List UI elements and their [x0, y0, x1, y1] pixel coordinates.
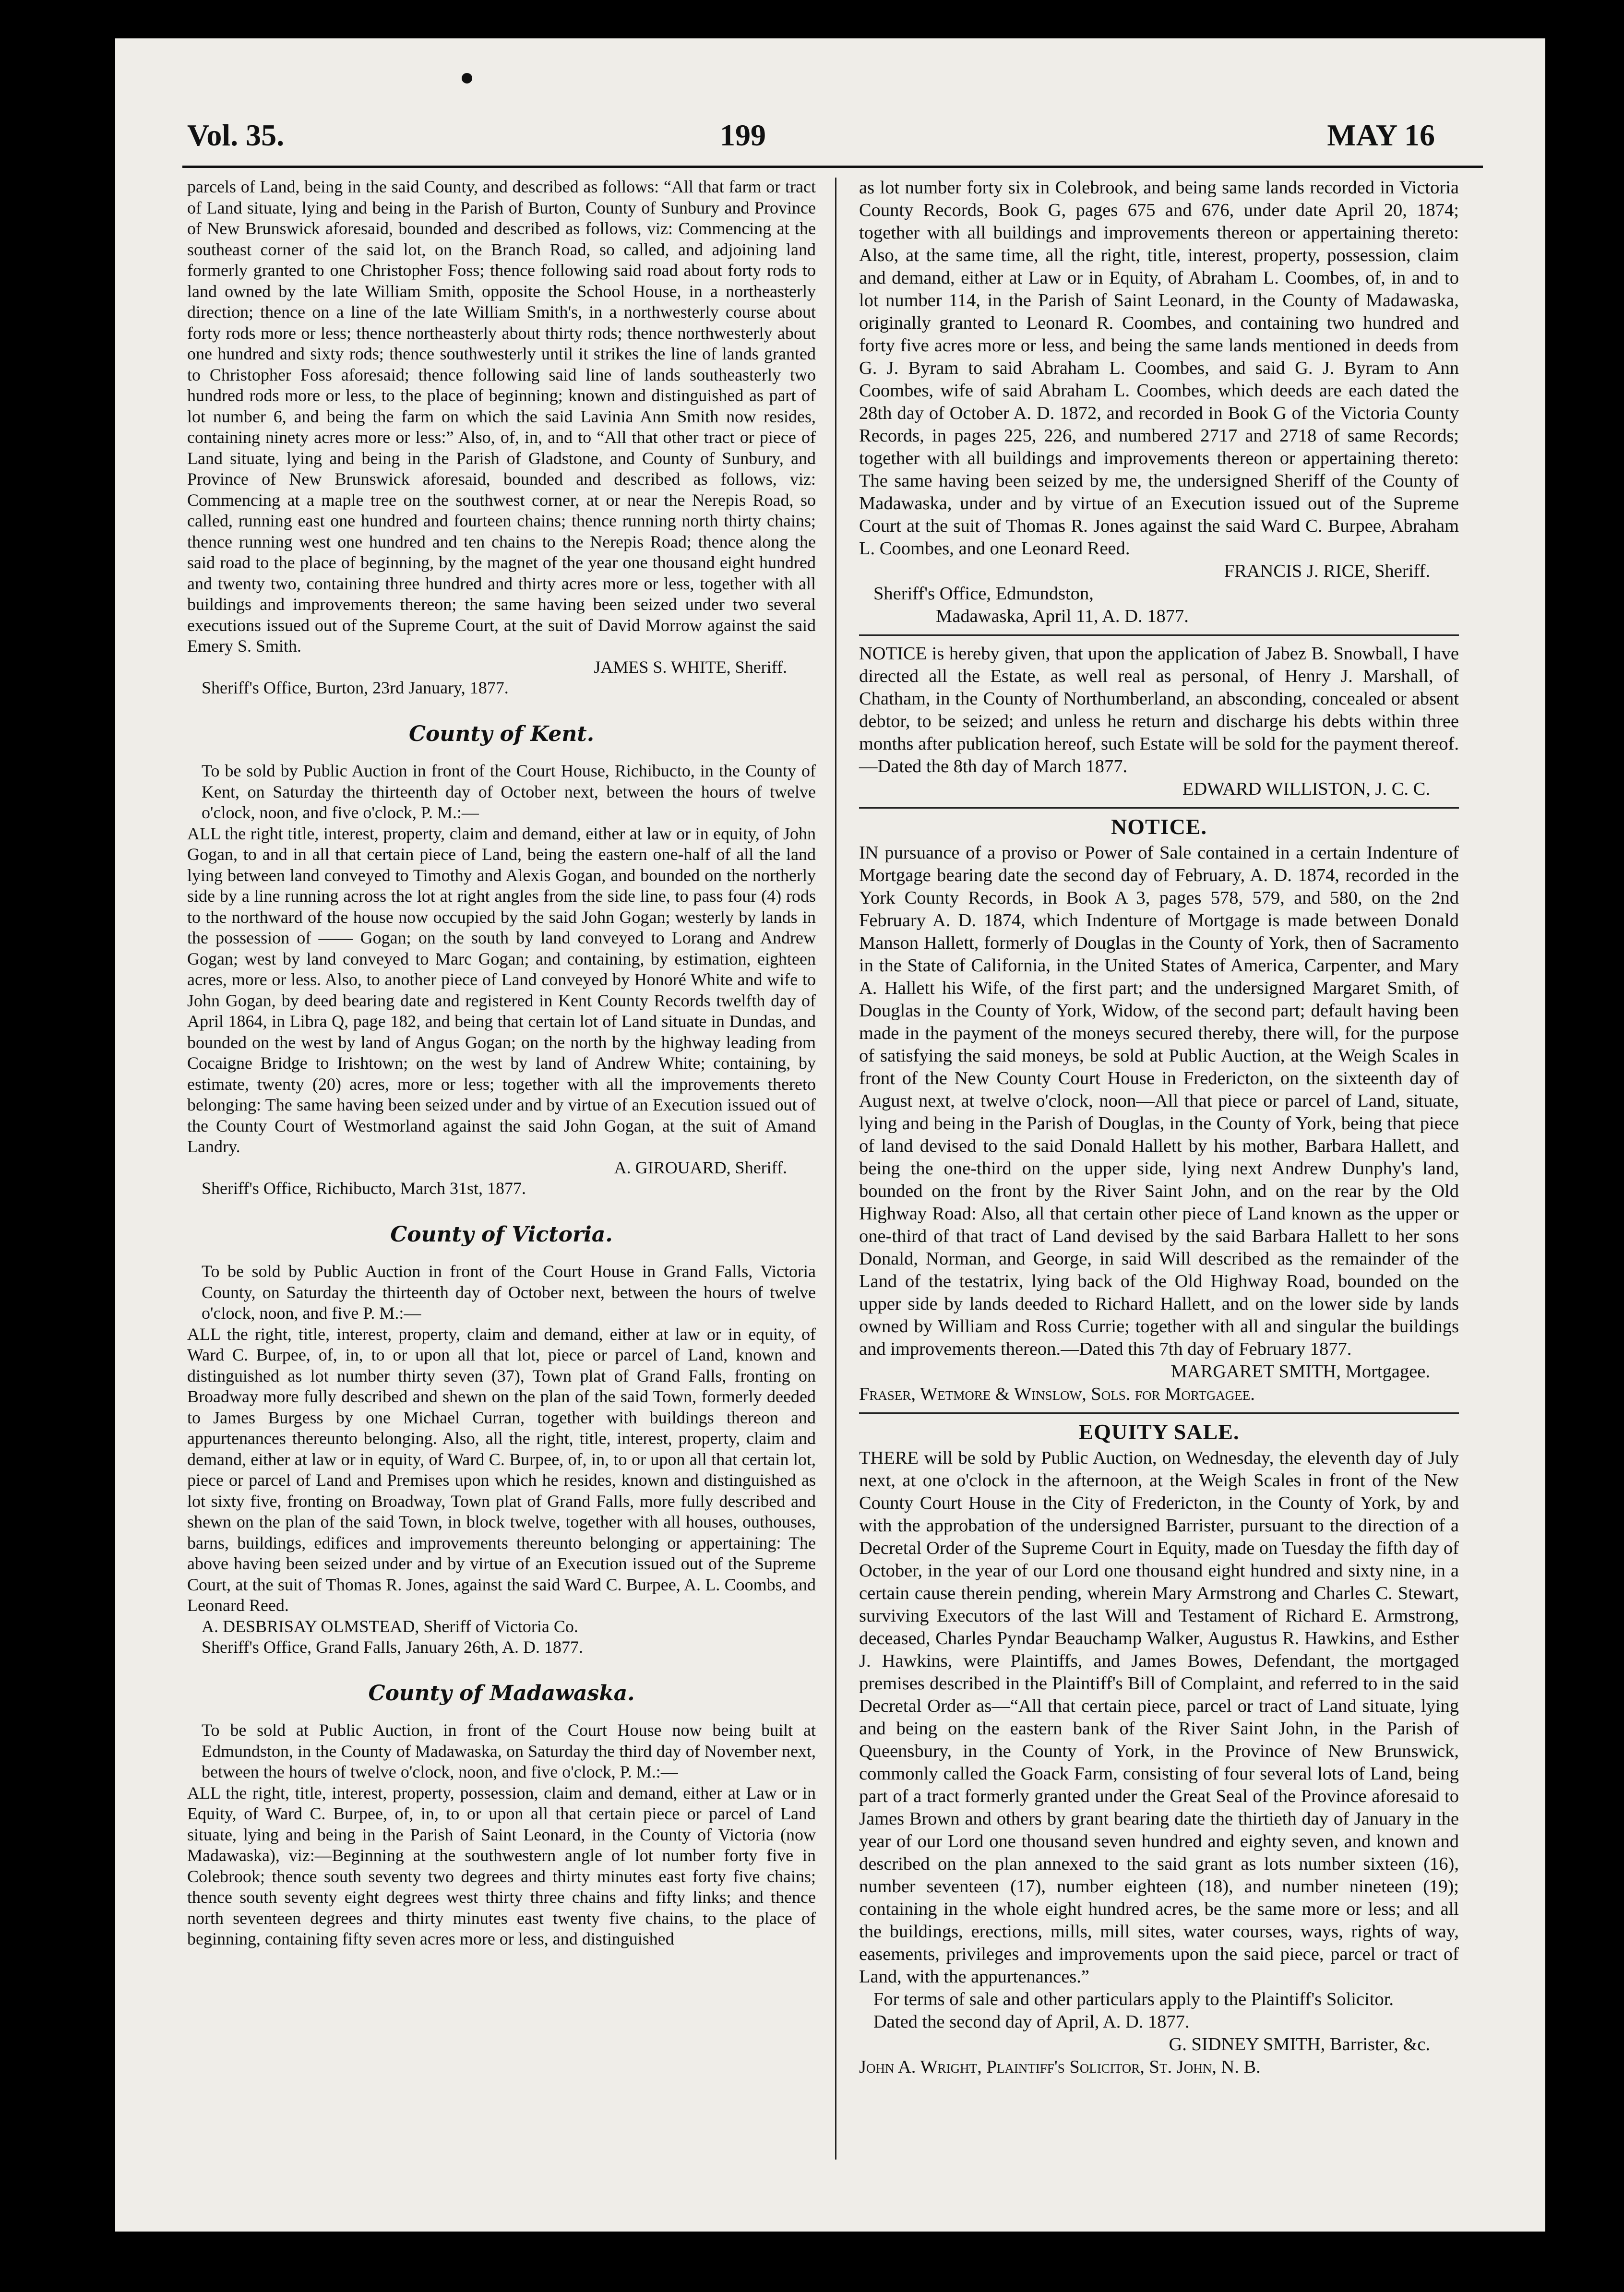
mortgagee-solicitors: Fraser, Wetmore & Winslow, Sols. for Mortgagee. [859, 1384, 1255, 1404]
madawaska-intro: To be sold at Public Auction, in front of the Court House now being built at Edmundston, in the County of Madawaska, on Saturday the third day of November next, between the hours of twelve o'clock, noon, and five o'clock, P. M.:— [202, 1720, 816, 1781]
equity-sale-body: THERE will be sold by Public Auction, on Wednesday, the eleventh day of July next, at one o'clock in the afternoon, at the Weigh Scales in front of the New County Court House in the City of Fredericton, in the County of York, by and with the approbation of the undersigned Barrister, pursuant to the direction of a Decretal Order of the Supreme Court in Equity, made on Tuesday the fifth day of October, in the year of our Lord one thousand eight hundred and sixty nine, in a certain cause therein pending, wherein Mary Armstrong and Charles C. Stewart, surviving Executors of the last Will and Testament of Richard E. Armstrong, deceased, Charles Pyndar Beauchamp Walker, Augustus R. Hawkins, and Esther J. Hawkins, were Plaintiffs, and James Bowes, Defendant, the mortgaged premises described in the Plaintiff's Bill of Complaint, and referred to in the said Decretal Order as—“All that certain piece, parcel or tract of Land situate, lying and being on the eastern bank of the River Saint John, in the Parish of Queensbury, in the County of York, in the Province of New Brunswick, commonly called the Goack Farm, consisting of four several lots of Land, being part of a tract formerly granted under the Great Seal of the Province aforesaid to James Brown and others by grant bearing date the thirtieth day of January in the year of our Lord one thousand seven hundred and eighty seven, and known and described on the plan annexed to the said grant as lots number sixteen (16), number seventeen (17), number eighteen (18), and number nineteen (19); containing in the whole eight hundred acres, be the same more or less; and all the buildings, erections, mills, mill sites, water courses, ways, rights of way, easements, privileges and improvements upon the said piece, parcel or tract of Land, with the appurtenances.” [859, 1448, 1459, 1987]
burton-notice-text: parcels of Land, being in the said County, and described as follows: “All that farm or tract of Land situate, lying and being in the Parish of Burton, County of Sunbury and Province of New Brunswick aforesaid, bounded and described as follows, viz: Commencing at the southeast corner of the said lot, on the Branch Road, so called, and adjoining land formerly granted to one Christopher Foss; thence following said road about forty rods to land owned by the late William Smith, opposite the School House, in a northeasterly direction; thence on a line of the late William Smith's, in a northwesterly course about forty rods more or less; thence northeasterly about thirty rods; thence northwesterly about one hundred and sixty rods; thence southwesterly until it strikes the line of lands granted to Christopher Foss aforesaid; thence following said line of lands southeasterly two hundred rods more or less, to the place of beginning; known and distinguished as part of lot number 6, and being the farm on which the said Lavinia Ann Smith now resides, containing ninety acres more or less:” Also, of, in, and to “All that other tract or piece of Land situate, lying and being in the Parish of Gladstone, and County of Sunbury, and Province of New Brunswick aforesaid, bounded and described as follows, viz: Commencing at a maple tree on the southwest corner, at or near the Nerepis Road, so called, running east one hundred and fourteen chains; thence running north thirty chains; thence running west one hundred and ten chains to the Nerepis Road; thence along the said road to the place of beginning, by the magnet of the year one thousand eight hundred and twenty two, containing three hundred and thirty acres more or less, together with all buildings and improvements thereon; the same having been seized under two several executions issued out of the Supreme Court, at the suit of David Morrow against the said Emery S. Smith. [187, 177, 816, 656]
notice-heading: NOTICE. [1111, 814, 1207, 839]
ink-dot [462, 73, 472, 84]
newspaper-page [115, 38, 1545, 2232]
madawaska-office-line-1: Sheriff's Office, Edmundston, [873, 584, 1094, 604]
kent-intro: To be sold by Public Auction in front of the Court House, Richibucto, in the County of Kent, on Saturday the thirteenth day of October next, between the hours of twelve o'clock, noon, and five o'clock, P. M.:— [202, 761, 816, 822]
header-rule [182, 166, 1483, 168]
victoria-body: ALL the right, title, interest, property, claim and demand, either at law or in equity, of Ward C. Burpee, of, in, to or upon all that lot, piece or parcel of Land, known and distinguished as lot number thirty seven (37), Town plat of Grand Falls, fronting on Broadway more fully described and shewn on the plan of the said Town, formerly deeded to James Burgess by one Michael Curran, together with buildings thereon and appurtenances thereunto belonging. Also, all the right, title, interest, property, claim and demand, either at law or in equity, of Ward C. Burpee, of, in, to or upon all that certain lot, piece or parcel of Land and Premises upon which he resides, known and distinguished as lot sixty five, fronting on Broadway, Town plat of Grand Falls, more fully described and shewn on the plan of the said Town, in block twelve, together with all houses, outhouses, barns, buildings, edifices and improvements thereunto belonging or appertaining: The above having been seized under and by virtue of an Execution issued out of the Supreme Court, at the suit of Thomas R. Jones, against the said Ward C. Burpee, A. L. Coombs, and Leonard Reed. [187, 1324, 816, 1615]
equity-sale-terms: For terms of sale and other particulars apply to the Plaintiff's Solicitor. [873, 1989, 1394, 2009]
equity-sale-dated: Dated the second day of April, A. D. 1877. [873, 2012, 1190, 2032]
madawaska-sheriff-signature: FRANCIS J. RICE, Sheriff. [1224, 561, 1430, 581]
kent-heading: County of Kent. [408, 721, 595, 746]
madawaska-heading: County of Madawaska. [368, 1681, 635, 1706]
section-rule [859, 634, 1459, 636]
mortgagee-signature: MARGARET SMITH, Mortgagee. [1170, 1361, 1430, 1382]
absconding-notice-signature: EDWARD WILLISTON, J. C. C. [1182, 779, 1430, 799]
burton-sheriff-office: Sheriff's Office, Burton, 23rd January, 1877. [202, 678, 509, 697]
plaintiff-solicitor: John A. Wright, Plaintiff's Solicitor, St. John, N. B. [859, 2057, 1261, 2077]
madawaska-body: ALL the right, title, interest, property, possession, claim and demand, either at Law or in Equity, of Ward C. Burpee, of, in, to or upon all that certain piece or parcel of Land situate, lying and being in the Parish of Saint Leonard, in the County of Victoria (now Madawaska), viz:—Beginning at the southwestern angle of lot number forty five in Colebrook; thence south seventy two degrees and thirty minutes east forty five chains; thence south seventy eight degrees west thirty three chains and fifty links; and thence north seventeen degrees and thirty minutes east twenty five chains, to the place of beginning, containing fifty seven acres more or less, and distinguished [187, 1783, 816, 1948]
absconding-debtor-notice: NOTICE is hereby given, that upon the application of Jabez B. Snowball, I have directed all the Estate, as well real as personal, of Henry J. Marshall, of Chatham, in the County of Northumberland, an absconding, concealed or absent debtor, to be seized; and unless he return and discharge his debts within three months after publication hereof, such Estate will be sold for the payment thereof.—Dated the 8th day of March 1877. [859, 644, 1459, 776]
victoria-heading: County of Victoria. [390, 1222, 613, 1247]
madawaska-continued: as lot number forty six in Colebrook, and being same lands recorded in Victoria County Records, Book G, pages 675 and 676, under date April 20, 1874; together with all buildings and improvements thereon or appertaining thereto: Also, at the same time, all the right, title, interest, property, possession, claim and demand, either at Law or in Equity, of Abraham L. Coombes, of, in and to lot number 114, in the Parish of Saint Leonard, in the County of Madawaska, originally granted to Leonard R. Coombes, and containing two hundred and forty five acres more or less, and being the same lands mentioned in deeds from G. J. Byram to said Abraham L. Coombes, and said G. J. Byram to Ann Coombes, wife of said Abraham L. Coombes, which deeds are each dated the 28th day of October A. D. 1872, and recorded in Book G of the Victoria County Records, in pages 225, 226, and numbered 2717 and 2718 of same Records; together with all buildings and improvements thereon or appertaining thereto: The same having been seized by me, the undersigned Sheriff of the County of Madawaska, under and by virtue of an Execution issued out of the Supreme Court at the suit of Thomas R. Jones against the said Ward C. Burpee, Abraham L. Coombes, and one Leonard Reed. [859, 178, 1459, 559]
kent-sheriff-signature: A. GIROUARD, Sheriff. [614, 1158, 787, 1177]
victoria-sheriff-office: Sheriff's Office, Grand Falls, January 26th, A. D. 1877. [202, 1637, 584, 1657]
kent-body: ALL the right title, interest, property, claim and demand, either at law or in equity, of John Gogan, to and in all that certain piece of Land, being the eastern one-half of all the land lying between land conveyed to Timothy and Alexis Gogan, and bounded on the northerly side by a line running across the lot at right angles from the side line, to pass four (4) rods to the northward of the house now occupied by the said John Gogan; westerly by lands in the possession of —— Gogan; on the south by land conveyed to Lorang and Andrew Gogan; west by land conveyed to Marc Gogan; and containing, by estimation, eighteen acres, more or less. Also, to another piece of Land conveyed by Honoré White and wife to John Gogan, by deed bearing date and registered in Kent County Records twelfth day of April 1864, in Libra Q, page 182, and being that certain lot of Land situate in Dundas, and bounded on the west by land of Angus Gogan; on the north by the highway leading from Cocaigne Bridge to Irishtown; on the west by land of Andrew White; containing, by estimate, twenty (20) acres, more or less; together with all the improvements thereto belonging: The same having been seized under and by virtue of an Execution issued out of the County Court of Westmorland against the said John Gogan, at the suit of Amand Landry. [187, 824, 816, 1156]
volume-number: Vol. 35. [187, 118, 285, 152]
barrister-signature: G. SIDNEY SMITH, Barrister, &c. [1169, 2034, 1430, 2054]
column-divider [835, 178, 836, 2160]
kent-sheriff-office: Sheriff's Office, Richibucto, March 31st, 1877. [202, 1179, 526, 1198]
issue-date: MAY 16 [1327, 118, 1435, 152]
equity-sale-heading: EQUITY SALE. [1078, 1420, 1240, 1444]
madawaska-office-line-2: Madawaska, April 11, A. D. 1877. [936, 606, 1189, 626]
section-rule [859, 1412, 1459, 1414]
victoria-sheriff-signature: A. DESBRISAY OLMSTEAD, Sheriff of Victoria Co. [202, 1616, 578, 1636]
page-number: 199 [720, 118, 766, 152]
left-column [187, 177, 816, 1950]
right-column [859, 177, 1459, 2078]
burton-sheriff-signature: JAMES S. WHITE, Sheriff. [594, 657, 787, 677]
section-rule [859, 807, 1459, 809]
victoria-intro: To be sold by Public Auction in front of the Court House in Grand Falls, Victoria County, on Saturday the thirteenth day of October next, between the hours of twelve o'clock, noon, and five P. M.:— [202, 1262, 816, 1323]
mortgage-notice-body: IN pursuance of a proviso or Power of Sale contained in a certain Indenture of Mortgage bearing date the second day of February, A. D. 1874, recorded in the York County Records, in Book A 3, pages 578, 579, and 580, on the 2nd February A. D. 1874, which Indenture of Mortgage is made between Donald Manson Hallett, formerly of Douglas in the County of York, then of Sacramento in the State of California, in the United States of America, Carpenter, and Mary A. Hallett his Wife, of the first part; and the undersigned Margaret Smith, of Douglas in the County of York, Widow, of the second part; default having been made in the payment of the moneys secured thereby, there will, for the purpose of satisfying the said moneys, be sold at Public Auction, at the Weigh Scales in front of the New County Court House in Fredericton, on the sixteenth day of August next, at twelve o'clock, noon—All that piece or parcel of Land, situate, lying and being in the Parish of Douglas, in the County of York, being that piece of land devised to the said Donald Hallett by his mother, Barbara Hallett, and being the one-third on the upper side, lying next Andrew Dunphy's land, bounded on the front by the River Saint John, and on the rear by the Old Highway Road: Also, all that certain other piece of Land known as the upper or one-third of that tract of Land devised by the said Barbara Hallett to her sons Donald, Norman, and George, in said Will described as the remainder of the Land of the testatrix, lying back of the Old Highway Road, bounded on the upper side by lands deeded to Richard Hallett, and on the lower side by lands owned by William and Ross Currie; together with all and singular the buildings and improvements thereon.—Dated this 7th day of February 1877. [859, 843, 1459, 1359]
